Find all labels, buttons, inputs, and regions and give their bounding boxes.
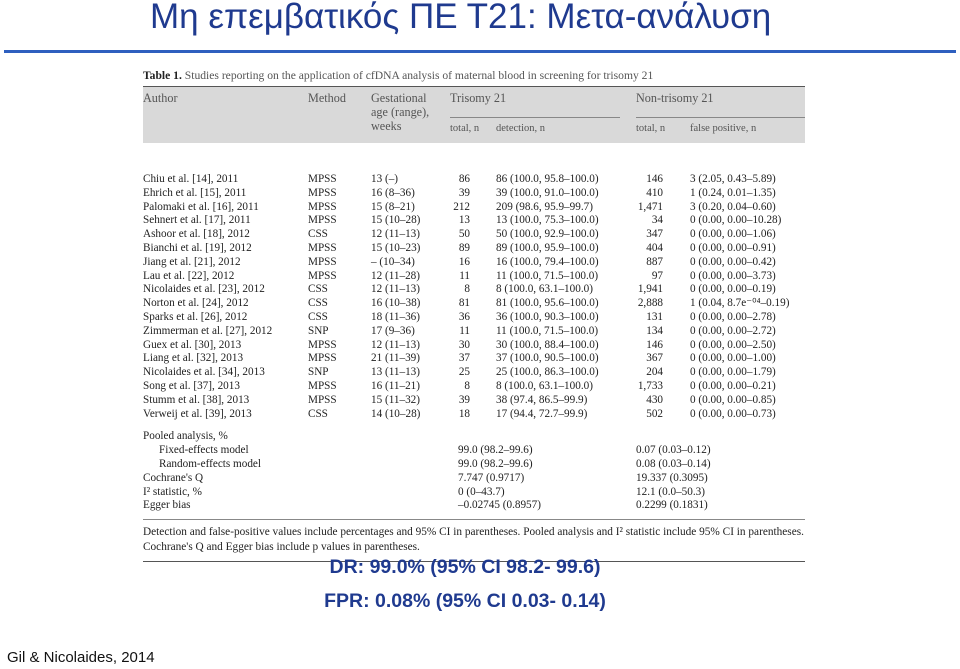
cell-method: CSS	[308, 310, 328, 323]
cell-detection: 11 (100.0, 71.5–100.0)	[496, 324, 599, 337]
table-caption-text: Studies reporting on the application of cfDNA analysis of maternal blood in screening for trisomy 21	[184, 69, 654, 82]
cell-method: CSS	[308, 407, 328, 420]
header-nt-total-n: total, n	[636, 123, 666, 134]
cell-non-trisomy-total: 204	[646, 366, 663, 379]
cell-author: Jiang et al. [21], 2012	[143, 255, 241, 268]
cell-trisomy-total: 37	[458, 352, 470, 365]
cell-false-positive: 0 (0.00, 0.00–0.19)	[690, 283, 776, 296]
cell-trisomy-total: 16	[458, 255, 470, 268]
table-row	[143, 352, 805, 366]
cell-detection: 25 (100.0, 86.3–100.0)	[496, 366, 599, 379]
cell-false-positive: 0 (0.00, 0.00–0.91)	[690, 241, 776, 254]
cell-false-positive: 0 (0.00, 0.00–0.21)	[690, 379, 776, 392]
cell-detection: 81 (100.0, 95.6–100.0)	[496, 297, 599, 310]
pooled-analysis	[143, 430, 805, 513]
table-row	[143, 256, 805, 270]
cell-trisomy-total: 8	[464, 283, 470, 296]
cell-trisomy-total: 11	[459, 324, 470, 337]
cell-non-trisomy-total: 404	[646, 241, 663, 254]
cell-detection: 16 (100.0, 79.4–100.0)	[496, 255, 599, 268]
cell-method: MPSS	[308, 241, 337, 254]
cell-trisomy-total: 8	[464, 379, 470, 392]
cell-author: Ashoor et al. [18], 2012	[143, 228, 250, 241]
cell-method: SNP	[308, 366, 329, 379]
cell-gestational-age: 15 (11–32)	[371, 393, 420, 406]
cell-gestational-age: 14 (10–28)	[371, 407, 421, 420]
cell-detection: 50 (100.0, 92.9–100.0)	[496, 228, 599, 241]
cell-author: Norton et al. [24], 2012	[143, 297, 249, 310]
cell-trisomy-total: 212	[453, 200, 470, 213]
cell-author: Zimmerman et al. [27], 2012	[143, 324, 273, 337]
table-row	[143, 325, 805, 339]
cell-false-positive: 3 (2.05, 0.43–5.89)	[690, 173, 776, 185]
cell-trisomy-total: 25	[458, 366, 470, 379]
false-positive-rate-summary: FPR: 0.08% (95% CI 0.03- 0.14)	[324, 590, 606, 612]
cell-false-positive: 0 (0.00, 0.00–3.73)	[690, 269, 776, 282]
cell-false-positive: 0 (0.00, 0.00–2.78)	[690, 310, 776, 323]
cell-false-positive: 0 (0.00, 0.00–2.50)	[690, 338, 776, 351]
cell-method: MPSS	[308, 269, 337, 282]
cell-non-trisomy-total: 1,941	[637, 283, 663, 296]
cell-method: CSS	[308, 228, 328, 241]
cell-gestational-age: 17 (9–36)	[371, 324, 415, 337]
cell-gestational-age: 12 (11–28)	[371, 269, 420, 282]
cell-method: CSS	[308, 283, 328, 296]
cell-detection: 86 (100.0, 95.8–100.0)	[496, 173, 599, 185]
pooled-row	[143, 486, 805, 500]
pooled-row	[143, 472, 805, 486]
table-row	[143, 366, 805, 380]
pooled-non-trisomy-value: 19.337 (0.3095)	[636, 471, 708, 484]
cell-false-positive: 1 (0.04, 8.7e⁻⁰⁴–0.19)	[690, 297, 790, 310]
trisomy-header-rule	[450, 117, 620, 118]
cell-detection: 17 (94.4, 72.7–99.9)	[496, 407, 588, 420]
cell-trisomy-total: 18	[458, 407, 470, 420]
cell-author: Liang et al. [32], 2013	[143, 352, 244, 365]
cell-trisomy-total: 50	[458, 228, 470, 241]
non-trisomy-header-rule	[636, 117, 805, 118]
cell-author: Sparks et al. [26], 2012	[143, 310, 248, 323]
source-citation: Gil & Nicolaides, 2014	[7, 649, 155, 666]
cell-detection: 8 (100.0, 63.1–100.0)	[496, 379, 593, 392]
table-row	[143, 394, 805, 408]
pooled-label: Pooled analysis, %	[143, 430, 228, 443]
cell-gestational-age: 12 (11–13)	[371, 228, 420, 241]
detection-rate-summary: DR: 99.0% (95% CI 98.2- 99.6)	[329, 556, 601, 578]
cell-trisomy-total: 86	[458, 173, 470, 185]
cell-trisomy-total: 39	[458, 393, 470, 406]
cell-false-positive: 1 (0.24, 0.01–1.35)	[690, 186, 776, 199]
cell-non-trisomy-total: 97	[651, 269, 663, 282]
cell-false-positive: 0 (0.00, 0.00–1.79)	[690, 366, 776, 379]
cell-detection: 13 (100.0, 75.3–100.0)	[496, 214, 599, 227]
cell-method: MPSS	[308, 255, 337, 268]
cell-detection: 36 (100.0, 90.3–100.0)	[496, 310, 599, 323]
slide-title: Μη επεμβατικός ΠΕ Τ21: Μετα-ανάλυση	[150, 0, 772, 36]
cell-method: MPSS	[308, 214, 337, 227]
pooled-label: I² statistic, %	[143, 485, 202, 498]
cell-trisomy-total: 81	[458, 297, 470, 310]
header-non-trisomy: Non-trisomy 21	[636, 91, 714, 105]
cell-author: Lau et al. [22], 2012	[143, 269, 235, 282]
table-row	[143, 380, 805, 394]
pooled-trisomy-value: 0 (0–43.7)	[458, 485, 505, 498]
cell-gestational-age: 16 (8–36)	[371, 186, 415, 199]
table-footnote: Detection and false-positive values include percentages and 95% CI in parentheses. Pooled analysis and I² statistic include 95% CI in parentheses. Cochrane's Q and Egger bias include p values in parentheses.	[143, 519, 805, 562]
cell-detection: 89 (100.0, 95.9–100.0)	[496, 241, 599, 254]
cell-method: MPSS	[308, 338, 337, 351]
cell-false-positive: 0 (0.00, 0.00–2.72)	[690, 324, 776, 337]
table-row	[143, 187, 805, 201]
cell-trisomy-total: 39	[458, 186, 470, 199]
header-method: Method	[308, 91, 346, 105]
pooled-row	[143, 444, 805, 458]
cell-gestational-age: 16 (10–38)	[371, 297, 421, 310]
cell-author: Guex et al. [30], 2013	[143, 338, 242, 351]
cell-gestational-age: 21 (11–39)	[371, 352, 420, 365]
cell-gestational-age: 13 (11–13)	[371, 366, 420, 379]
pooled-non-trisomy-value: 0.08 (0.03–0.14)	[636, 457, 711, 470]
cell-non-trisomy-total: 134	[646, 324, 663, 337]
cell-false-positive: 0 (0.00, 0.00–1.00)	[690, 352, 776, 365]
cell-gestational-age: – (10–34)	[371, 255, 415, 268]
pooled-non-trisomy-value: 12.1 (0.0–50.3)	[636, 485, 705, 498]
cell-author: Palomaki et al. [16], 2011	[143, 200, 259, 213]
cell-false-positive: 0 (0.00, 0.00–1.06)	[690, 228, 776, 241]
cell-author: Stumm et al. [38], 2013	[143, 393, 250, 406]
cell-non-trisomy-total: 347	[646, 228, 663, 241]
cell-gestational-age: 12 (11–13)	[371, 338, 420, 351]
cell-false-positive: 0 (0.00, 0.00–0.73)	[690, 407, 776, 420]
cell-non-trisomy-total: 430	[646, 393, 663, 406]
cell-non-trisomy-total: 1,471	[637, 200, 663, 213]
cell-method: SNP	[308, 324, 329, 337]
cell-trisomy-total: 30	[458, 338, 470, 351]
cell-gestational-age: 15 (10–23)	[371, 241, 421, 254]
cell-non-trisomy-total: 34	[651, 214, 663, 227]
pooled-label: Fixed-effects model	[159, 444, 249, 457]
cell-author: Nicolaides et al. [23], 2012	[143, 283, 265, 296]
cell-author: Song et al. [37], 2013	[143, 379, 240, 392]
cell-gestational-age: 18 (11–36)	[371, 310, 420, 323]
cell-gestational-age: 16 (11–21)	[371, 379, 420, 392]
pooled-row	[143, 499, 805, 513]
pooled-trisomy-value: –0.02745 (0.8957)	[458, 499, 541, 512]
cell-gestational-age: 13 (–)	[371, 173, 399, 185]
pooled-trisomy-value: 99.0 (98.2–99.6)	[458, 457, 533, 470]
pooled-row	[143, 458, 805, 472]
table-row	[143, 339, 805, 353]
cell-non-trisomy-total: 146	[646, 173, 663, 185]
header-total-n: total, n	[450, 123, 480, 134]
table-caption	[143, 68, 805, 84]
cell-detection: 39 (100.0, 91.0–100.0)	[496, 186, 599, 199]
pooled-trisomy-value: 7.747 (0.9717)	[458, 471, 525, 484]
cell-trisomy-total: 11	[459, 269, 470, 282]
pooled-label: Egger bias	[143, 499, 191, 512]
cell-method: MPSS	[308, 173, 337, 185]
cell-author: Ehrich et al. [15], 2011	[143, 186, 247, 199]
cell-method: MPSS	[308, 379, 337, 392]
cell-author: Chiu et al. [14], 2011	[143, 173, 239, 185]
header-gestational-age: Gestational age (range), weeks	[371, 91, 430, 133]
cell-non-trisomy-total: 502	[646, 407, 663, 420]
pooled-label: Cochrane's Q	[143, 471, 204, 484]
cell-method: MPSS	[308, 200, 337, 213]
title-divider	[4, 50, 956, 53]
cell-false-positive: 0 (0.00, 0.00–0.42)	[690, 255, 776, 268]
cell-gestational-age: 15 (8–21)	[371, 200, 415, 213]
study-rows	[143, 173, 805, 421]
cell-non-trisomy-total: 131	[646, 310, 663, 323]
table-row	[143, 297, 805, 311]
table-row	[143, 270, 805, 284]
cell-non-trisomy-total: 2,888	[637, 297, 663, 310]
cell-detection: 209 (98.6, 95.9–99.7)	[496, 200, 593, 213]
cell-detection: 11 (100.0, 71.5–100.0)	[496, 269, 599, 282]
table-row	[143, 228, 805, 242]
cell-detection: 37 (100.0, 90.5–100.0)	[496, 352, 599, 365]
header-detection-n: detection, n	[496, 123, 545, 134]
cell-false-positive: 0 (0.00, 0.00–0.85)	[690, 393, 776, 406]
cell-method: MPSS	[308, 352, 337, 365]
cell-trisomy-total: 13	[458, 214, 470, 227]
cell-author: Nicolaides et al. [34], 2013	[143, 366, 265, 379]
pooled-row	[143, 430, 805, 444]
cell-non-trisomy-total: 1,733	[637, 379, 663, 392]
table-row	[143, 242, 805, 256]
cell-non-trisomy-total: 367	[646, 352, 663, 365]
cell-detection: 38 (97.4, 86.5–99.9)	[496, 393, 588, 406]
table-row	[143, 283, 805, 297]
study-table	[143, 68, 805, 562]
cell-trisomy-total: 36	[458, 310, 470, 323]
cell-trisomy-total: 89	[458, 241, 470, 254]
cell-gestational-age: 15 (10–28)	[371, 214, 421, 227]
pooled-non-trisomy-value: 0.07 (0.03–0.12)	[636, 444, 711, 457]
pooled-label: Random-effects model	[159, 457, 262, 470]
header-trisomy: Trisomy 21	[450, 91, 507, 105]
cell-non-trisomy-total: 146	[646, 338, 663, 351]
table-row	[143, 408, 805, 422]
cell-method: MPSS	[308, 393, 337, 406]
cell-method: MPSS	[308, 186, 337, 199]
cell-author: Sehnert et al. [17], 2011	[143, 214, 251, 227]
table-row	[143, 214, 805, 228]
cell-detection: 30 (100.0, 88.4–100.0)	[496, 338, 599, 351]
table-row	[143, 311, 805, 325]
cell-non-trisomy-total: 887	[646, 255, 663, 268]
cell-false-positive: 3 (0.20, 0.04–0.60)	[690, 200, 776, 213]
pooled-non-trisomy-value: 0.2299 (0.1831)	[636, 499, 708, 512]
cell-false-positive: 0 (0.00, 0.00–10.28)	[690, 214, 782, 227]
cell-author: Verweij et al. [39], 2013	[143, 407, 252, 420]
cell-method: CSS	[308, 297, 328, 310]
table-row	[143, 201, 805, 215]
header-author: Author	[143, 91, 178, 105]
cell-gestational-age: 12 (11–13)	[371, 283, 420, 296]
header-false-positive-n: false positive, n	[690, 123, 757, 134]
cell-non-trisomy-total: 410	[646, 186, 663, 199]
table-row	[143, 173, 805, 187]
table-header	[143, 86, 805, 143]
cell-author: Bianchi et al. [19], 2012	[143, 241, 252, 254]
cell-detection: 8 (100.0, 63.1–100.0)	[496, 283, 593, 296]
pooled-trisomy-value: 99.0 (98.2–99.6)	[458, 444, 533, 457]
table-caption-label: Table 1.	[143, 69, 182, 82]
